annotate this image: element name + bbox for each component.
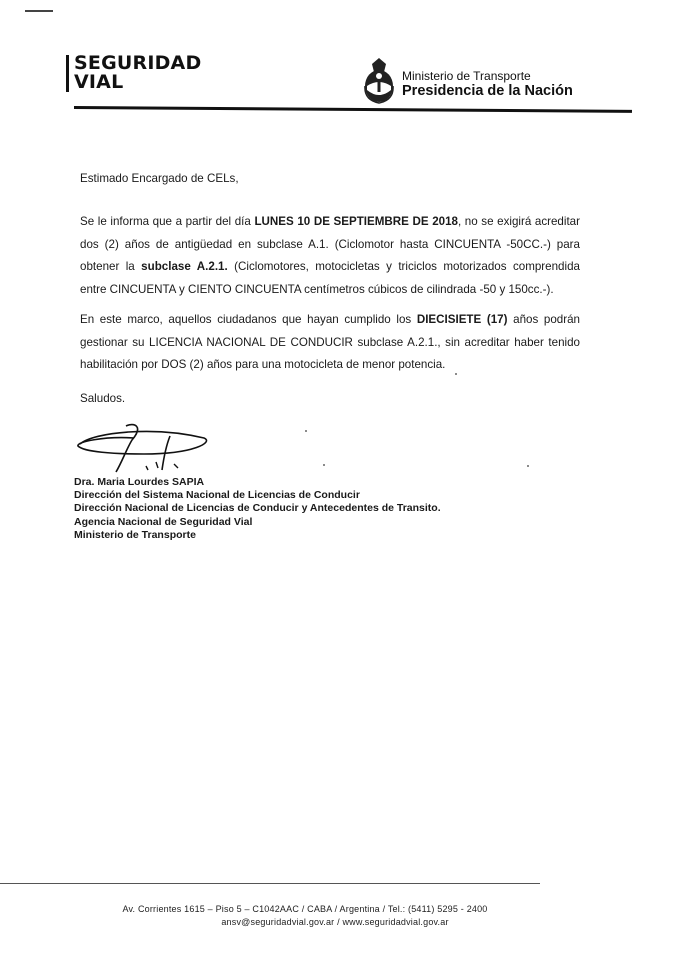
scan-speck	[527, 465, 529, 467]
logo-line-2: VIAL	[74, 71, 124, 93]
body-text: años podrán gestionar su LICENCIA NACIONAL DE CONDUCIR subclase A.2.1., sin acreditar haber tenido habilitación por DOS (2) años para una motocicleta de menor potencia.	[80, 313, 580, 371]
signatory-name: Dra. Maria Lourdes SAPIA	[74, 476, 205, 488]
body-text: En este marco, aquellos ciudadanos que hayan cumplido los	[80, 313, 417, 326]
emphasis-text: subclase A.2.1.	[141, 260, 228, 273]
footer-rule	[0, 883, 540, 884]
logo-line-1: SEGURIDAD	[74, 52, 202, 74]
signatory-title-2: Dirección Nacional de Licencias de Conducir y Antecedentes de Transito.	[74, 502, 441, 515]
presidency-name: Presidencia de la Nación	[402, 83, 573, 99]
logo-bar	[66, 55, 69, 92]
body-text: Se le informa que a partir del día	[80, 215, 255, 228]
letter-paragraph-1	[80, 211, 580, 301]
footer-address: Av. Corrientes 1615 – Piso 5 – C1042AAC / CABA / Argentina / Tel.: (5411) 5295 - 2400	[122, 904, 488, 914]
emphasis-text: DIECISIETE (17)	[416, 313, 508, 326]
national-coat-of-arms-icon	[362, 56, 396, 104]
ministry-name: Ministerio de Transporte	[402, 69, 531, 83]
footer-contact: ansv@seguridadvial.gov.ar / www.seguridadvial.gov.ar	[221, 917, 449, 927]
signatory-title-4: Ministerio de Transporte	[74, 528, 196, 541]
emphasis-text: LUNES 10 DE SEPTIEMBRE DE 2018	[254, 215, 458, 228]
footer	[110, 903, 500, 929]
scan-mark	[25, 10, 53, 12]
signatory-title-3: Agencia Nacional de Seguridad Vial	[74, 515, 253, 528]
body-text: (Ciclomotores, motocicletas y triciclos motorizados comprendida entre CINCUENTA y CIENTO CINCUENTA centímetros cúbicos de cilindrada -50 y 150cc.-).	[80, 260, 580, 296]
signatory-block	[74, 476, 441, 542]
handwritten-signature	[74, 420, 214, 476]
header-rule	[74, 106, 632, 113]
letter-paragraph-2	[80, 309, 580, 377]
scan-speck	[323, 464, 325, 466]
letter-closing: Saludos.	[80, 392, 126, 405]
scan-speck	[455, 373, 457, 375]
letter-greeting: Estimado Encargado de CELs,	[80, 172, 239, 185]
body-text: , no se exigirá acreditar dos (2) años de antigüedad en subclase A.1. (Ciclomotor hasta CINCUENTA -50CC.-) para obtener la	[80, 215, 580, 273]
signatory-title-1: Dirección del Sistema Nacional de Licencias de Conducir	[74, 489, 360, 502]
scan-speck	[305, 430, 307, 432]
ministry-header	[402, 69, 573, 100]
seguridad-vial-logo	[74, 54, 201, 92]
